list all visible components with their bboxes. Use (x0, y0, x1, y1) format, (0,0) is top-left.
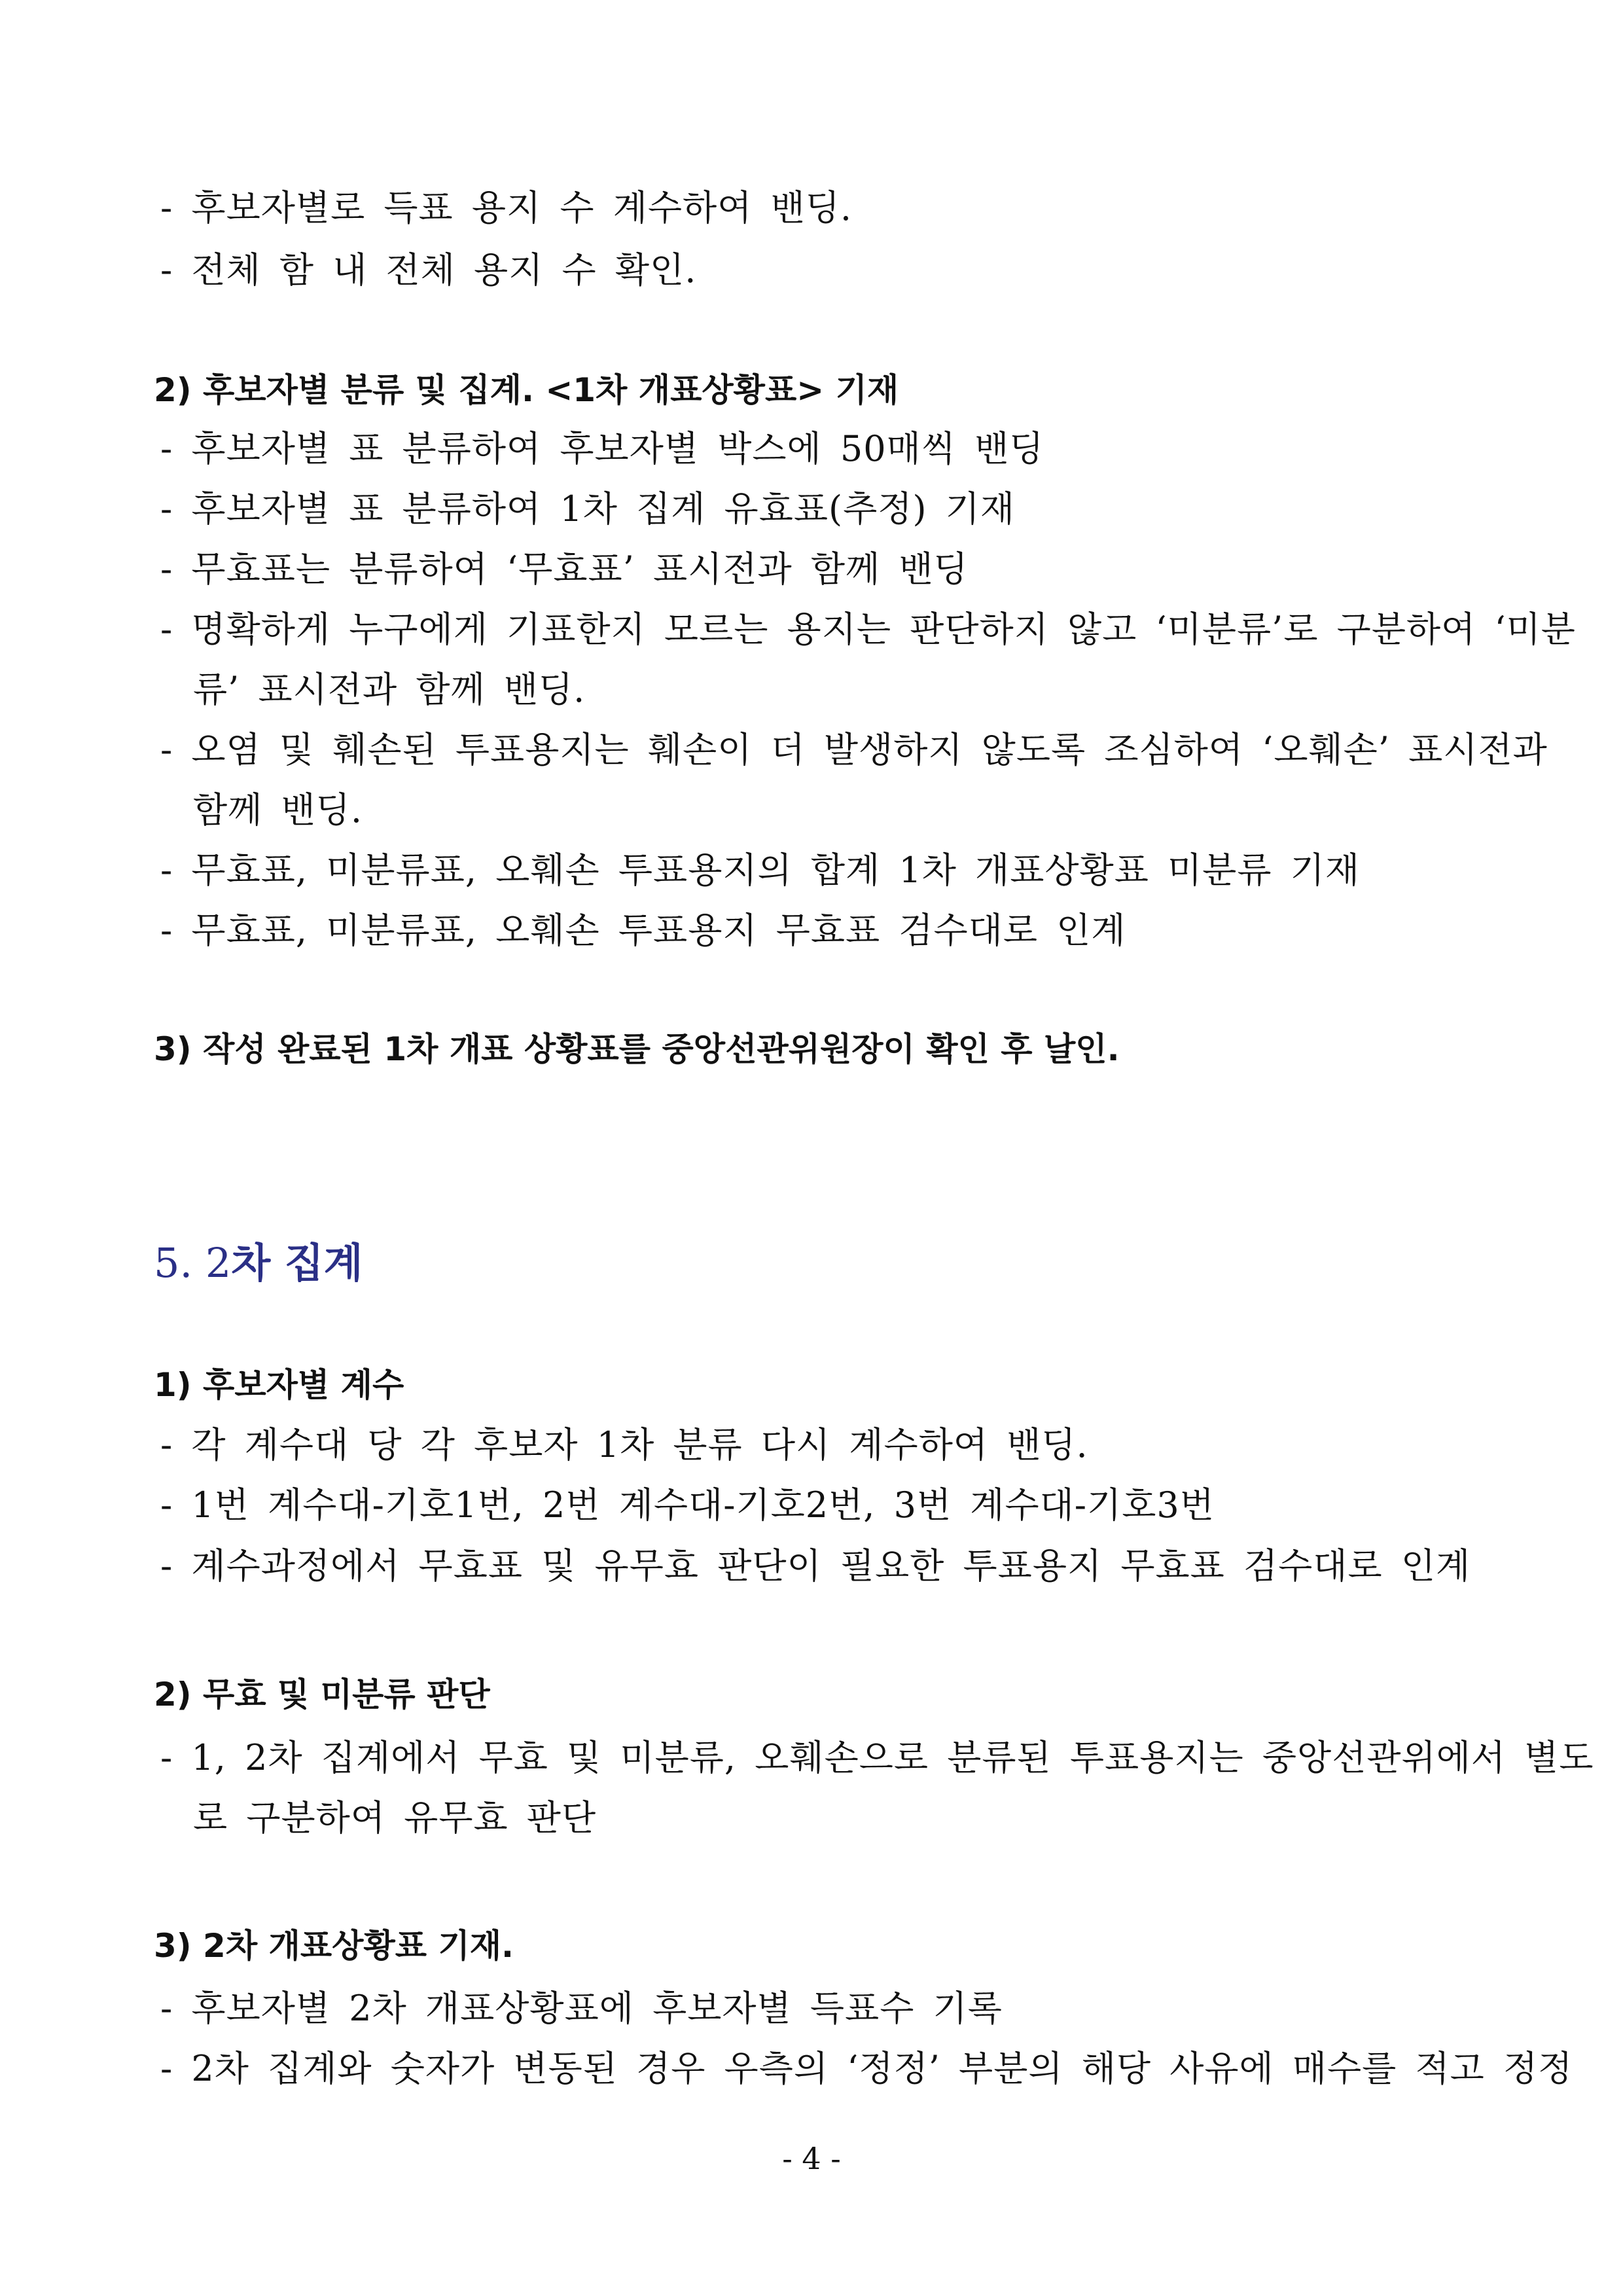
subsection-heading: 3) 2차 개표상황표 기재. (154, 1927, 514, 1965)
section-heading (154, 1237, 363, 1290)
subsection-heading: 1) 후보자별 계수 (154, 1366, 404, 1404)
bullet-line: - 각 계수대 당 각 후보자 1차 분류 다시 계수하여 밴딩. (160, 1424, 1088, 1465)
bullet-line: - 1, 2차 집계에서 무효 및 미분류, 오훼손으로 분류된 투표용지는 중앙선관위에서 별도 (160, 1737, 1594, 1778)
subsection-heading: 2) 무효 및 미분류 판단 (154, 1676, 490, 1713)
bullet-line: - 오염 및 훼손된 투표용지는 훼손이 더 발생하지 않도록 조심하여 ‘오훼손’ 표시전과 (160, 729, 1548, 770)
section-number: 5. 2 (154, 1239, 232, 1287)
page-number: - 4 - (782, 2141, 841, 2176)
bullet-line: - 후보자별 표 분류하여 1차 집계 유효표(추정) 기재 (160, 488, 1016, 529)
bullet-line: - 후보자별로 득표 용지 수 계수하여 밴딩. (160, 187, 853, 228)
bullet-line-continuation: 류’ 표시전과 함께 밴딩. (193, 669, 586, 710)
subsection-heading: 3) 작성 완료된 1차 개표 상황표를 중앙선관위원장이 확인 후 날인. (154, 1030, 1120, 1068)
bullet-line: - 1번 계수대-기호1번, 2번 계수대-기호2번, 3번 계수대-기호3번 (160, 1484, 1215, 1526)
bullet-line: - 2차 집계와 숫자가 변동된 경우 우측의 ‘정정’ 부분의 해당 사유에 매수를 적고 정정 (160, 2048, 1573, 2089)
bullet-line: - 전체 함 내 전체 용지 수 확인. (160, 249, 697, 291)
bullet-line: - 후보자별 표 분류하여 후보자별 박스에 50매씩 밴딩 (160, 428, 1044, 469)
bullet-line: - 후보자별 2차 개표상황표에 후보자별 득표수 기록 (160, 1988, 1003, 2029)
bullet-line: - 무효표는 분류하여 ‘무효표’ 표시전과 함께 밴딩 (160, 548, 969, 590)
bullet-line: - 명확하게 누구에게 기표한지 모르는 용지는 판단하지 않고 ‘미분류’로 구분하여 ‘미분 (160, 609, 1576, 650)
bullet-line: - 계수과정에서 무효표 및 유무효 판단이 필요한 투표용지 무효표 검수대로 인계 (160, 1545, 1471, 1587)
bullet-line-continuation: 함께 밴딩. (193, 789, 363, 831)
bullet-line: - 무효표, 미분류표, 오훼손 투표용지 무효표 검수대로 인계 (160, 910, 1126, 951)
bullet-line: - 무효표, 미분류표, 오훼손 투표용지의 합계 1차 개표상황표 미분류 기재 (160, 850, 1361, 891)
section-title: 차 집계 (231, 1239, 363, 1287)
subsection-heading: 2) 후보자별 분류 및 집계. <1차 개표상황표> 기재 (154, 371, 899, 409)
bullet-line-continuation: 로 구분하여 유무효 판단 (193, 1797, 597, 1839)
